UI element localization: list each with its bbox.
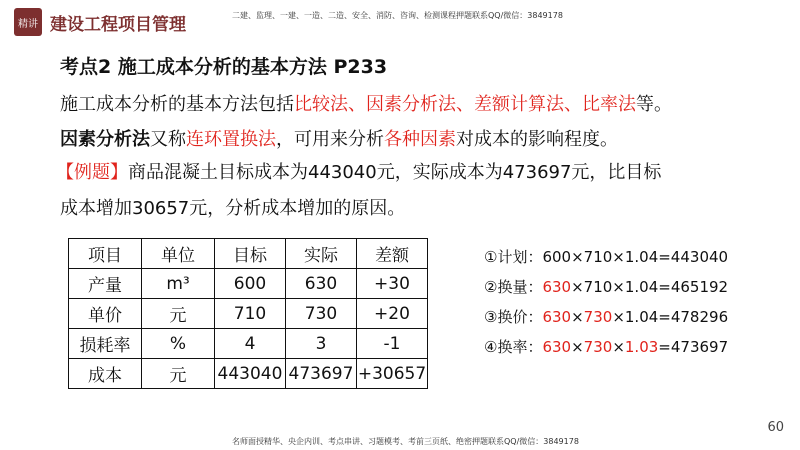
calc-rest: ×710×1.04=465192 — [571, 278, 729, 296]
table-cell: 473697 — [286, 359, 357, 389]
calc-label: ③换价： — [484, 308, 543, 326]
calc-times: × — [612, 338, 625, 356]
table-cell: +30657 — [357, 359, 428, 389]
example-line-2: 成本增加30657元，分析成本增加的原因。 — [60, 198, 406, 219]
table-cell: 单位 — [142, 239, 215, 269]
table-cell: 4 — [215, 329, 286, 359]
example-text: 商品混凝土目标成本为443040元，实际成本为473697元，比目标 — [128, 162, 662, 183]
table-cell: 600 — [215, 269, 286, 299]
table-row — [69, 299, 428, 329]
methods-end: 等。 — [636, 94, 672, 115]
calc-highlight: 630 — [542, 338, 572, 356]
course-badge: 精讲 — [14, 8, 42, 36]
calc-rest: =473697 — [658, 338, 729, 356]
table-cell: 成本 — [69, 359, 142, 389]
table-cell: 目标 — [215, 239, 286, 269]
methods-list: 比较法、因素分析法、差额计算法、比率法 — [294, 94, 636, 115]
calc-highlight: 1.03 — [624, 338, 659, 356]
factor-end: 对成本的影响程度。 — [456, 129, 618, 150]
factor-term: 因素分析法 — [60, 129, 150, 150]
table-cell: 实际 — [286, 239, 357, 269]
factor-mid: ，可用来分析 — [276, 129, 384, 150]
calc-text: ①计划：600×710×1.04=443040 — [484, 248, 729, 266]
calc-times: × — [571, 338, 584, 356]
table-cell: 损耗率 — [69, 329, 142, 359]
methods-line — [60, 94, 672, 116]
calc-label: ④换率： — [484, 338, 543, 356]
example-line — [56, 162, 662, 184]
calc-rate — [484, 336, 728, 357]
table-cell: 730 — [286, 299, 357, 329]
page-number: 60 — [767, 420, 784, 435]
course-title: 建设工程项目管理 — [50, 14, 186, 35]
table-cell: 元 — [142, 299, 215, 329]
calc-price — [484, 306, 728, 327]
calc-highlight: 630 — [542, 278, 572, 296]
calc-highlight: 730 — [583, 338, 613, 356]
table-cell: 项目 — [69, 239, 142, 269]
calc-highlight: 630 — [542, 308, 572, 326]
table-cell: % — [142, 329, 215, 359]
factor-aka: 又称 — [150, 129, 186, 150]
calc-plan — [484, 246, 728, 267]
calc-highlight: 730 — [583, 308, 613, 326]
top-contact-note: 二建、监理、一建、一造、二造、安全、消防、咨询、检测课程押题联系QQ/微信：3849178 — [232, 11, 563, 20]
table-cell: 单价 — [69, 299, 142, 329]
calc-label: ②换量： — [484, 278, 543, 296]
table-row — [69, 269, 428, 299]
bottom-contact-note: 名师面授精华、央企内训、考点串讲、习题模考、考前三页纸、绝密押题联系QQ/微信：3849178 — [232, 437, 579, 446]
calc-quantity — [484, 276, 728, 297]
table-cell: 产量 — [69, 269, 142, 299]
example-label: 【例题】 — [56, 162, 128, 183]
table-row — [69, 359, 428, 389]
factor-keyword: 各种因素 — [384, 129, 456, 150]
table-row — [69, 239, 428, 269]
table-cell: 710 — [215, 299, 286, 329]
table-cell: +30 — [357, 269, 428, 299]
table-cell: m³ — [142, 269, 215, 299]
table-cell: +20 — [357, 299, 428, 329]
table-cell: 630 — [286, 269, 357, 299]
course-header — [0, 0, 220, 44]
table-cell: -1 — [357, 329, 428, 359]
factor-line — [60, 129, 618, 151]
table-cell: 443040 — [215, 359, 286, 389]
table-cell: 差额 — [357, 239, 428, 269]
table-row — [69, 329, 428, 359]
calc-times: × — [571, 308, 584, 326]
calc-rest: ×1.04=478296 — [612, 308, 729, 326]
section-heading: 考点2 施工成本分析的基本方法 P233 — [60, 56, 388, 78]
methods-intro: 施工成本分析的基本方法包括 — [60, 94, 294, 115]
factor-alias: 连环置换法 — [186, 129, 276, 150]
table-cell: 3 — [286, 329, 357, 359]
table-cell: 元 — [142, 359, 215, 389]
cost-table — [68, 238, 428, 389]
